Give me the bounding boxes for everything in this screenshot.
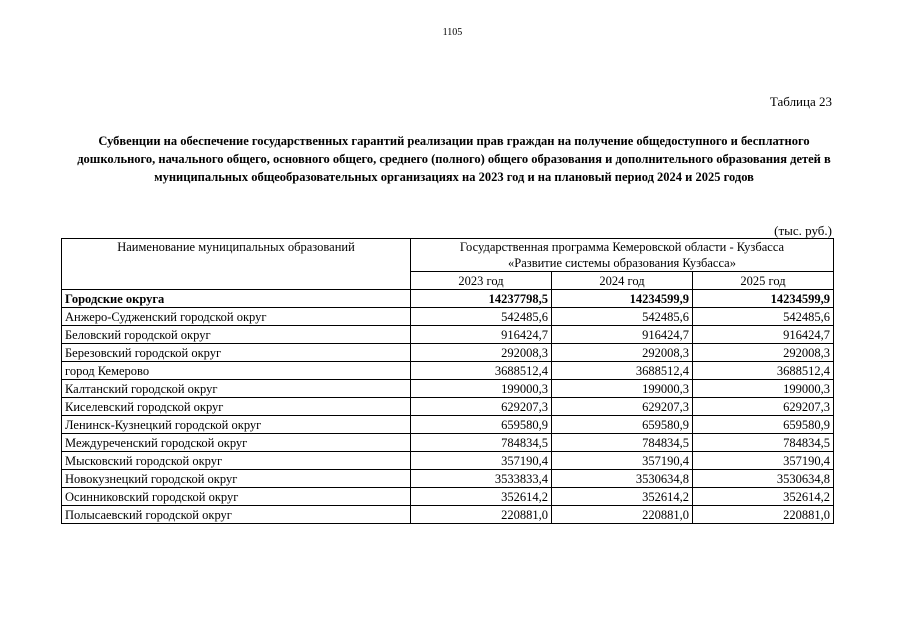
value-2025: 542485,6 xyxy=(692,308,833,326)
municipality-name: Осинниковский городской округ xyxy=(62,488,411,506)
table-body xyxy=(62,290,834,524)
value-2023: 3688512,4 xyxy=(411,362,552,380)
value-2024: 3530634,8 xyxy=(551,470,692,488)
value-2025: 357190,4 xyxy=(692,452,833,470)
value-2023: 542485,6 xyxy=(411,308,552,326)
value-2025: 199000,3 xyxy=(692,380,833,398)
value-2024: 220881,0 xyxy=(551,506,692,524)
value-2023: 292008,3 xyxy=(411,344,552,362)
year-header-2023: 2023 год xyxy=(411,272,552,290)
table-row xyxy=(62,488,834,506)
municipality-name: город Кемерово xyxy=(62,362,411,380)
table-row xyxy=(62,344,834,362)
municipality-name: Мысковский городской округ xyxy=(62,452,411,470)
value-2025: 220881,0 xyxy=(692,506,833,524)
municipality-name: Новокузнецкий городской округ xyxy=(62,470,411,488)
value-2023: 3533833,4 xyxy=(411,470,552,488)
value-2025: 659580,9 xyxy=(692,416,833,434)
table-label: Таблица 23 xyxy=(769,94,832,109)
year-header-2025: 2025 год xyxy=(692,272,833,290)
value-2024: 659580,9 xyxy=(551,416,692,434)
table-row xyxy=(62,380,834,398)
page-number: 1105 xyxy=(442,27,463,38)
program-header xyxy=(411,239,834,272)
value-2025: 352614,2 xyxy=(692,488,833,506)
total-name: Городские округа xyxy=(62,290,411,308)
total-row xyxy=(62,290,834,308)
value-2023: 352614,2 xyxy=(411,488,552,506)
municipality-name: Калтанский городской округ xyxy=(62,380,411,398)
value-2023: 659580,9 xyxy=(411,416,552,434)
value-2024: 357190,4 xyxy=(551,452,692,470)
table-row xyxy=(62,434,834,452)
value-2025: 629207,3 xyxy=(692,398,833,416)
value-2024: 292008,3 xyxy=(551,344,692,362)
municipality-name: Киселевский городской округ xyxy=(62,398,411,416)
value-2024: 784834,5 xyxy=(551,434,692,452)
total-2024: 14234599,9 xyxy=(551,290,692,308)
value-2025: 3530634,8 xyxy=(692,470,833,488)
total-2025: 14234599,9 xyxy=(692,290,833,308)
table-row xyxy=(62,398,834,416)
program-header-line2: «Развитие системы образования Кузбасса» xyxy=(508,256,736,270)
value-2023: 357190,4 xyxy=(411,452,552,470)
year-header-2024: 2024 год xyxy=(551,272,692,290)
municipality-name: Беловский городской округ xyxy=(62,326,411,344)
program-header-line1: Государственная программа Кемеровской области - Кузбасса xyxy=(459,240,785,254)
subventions-table xyxy=(61,238,834,524)
value-2024: 3688512,4 xyxy=(551,362,692,380)
value-2023: 784834,5 xyxy=(411,434,552,452)
value-2024: 916424,7 xyxy=(551,326,692,344)
value-2025: 784834,5 xyxy=(692,434,833,452)
value-2023: 629207,3 xyxy=(411,398,552,416)
municipality-name: Березовский городской округ xyxy=(62,344,411,362)
value-2024: 199000,3 xyxy=(551,380,692,398)
name-column-header: Наименование муниципальных образований xyxy=(62,239,411,290)
table-row xyxy=(62,470,834,488)
value-2025: 916424,7 xyxy=(692,326,833,344)
municipality-name: Анжеро-Судженский городской округ xyxy=(62,308,411,326)
table-row xyxy=(62,362,834,380)
table-row xyxy=(62,506,834,524)
total-2023: 14237798,5 xyxy=(411,290,552,308)
value-2025: 292008,3 xyxy=(692,344,833,362)
table-row xyxy=(62,308,834,326)
value-2025: 3688512,4 xyxy=(692,362,833,380)
value-2023: 220881,0 xyxy=(411,506,552,524)
table-row xyxy=(62,326,834,344)
header-row xyxy=(62,239,834,272)
municipality-name: Междуреченский городской округ xyxy=(62,434,411,452)
document-title: Субвенции на обеспечение государственных гарантий реализации прав граждан на получение общедоступного и бесплатного дошкольного, начального общего, основного общего, среднего (полного) общего образования и дополнительного образования детей в муниципальных общеобразовательных организациях на 2023 год и на плановый период 2024 и 2025 годов xyxy=(77,134,831,184)
units-label: (тыс. руб.) xyxy=(774,223,832,238)
value-2024: 352614,2 xyxy=(551,488,692,506)
municipality-name: Полысаевский городской округ xyxy=(62,506,411,524)
value-2024: 542485,6 xyxy=(551,308,692,326)
table-row xyxy=(62,452,834,470)
value-2023: 199000,3 xyxy=(411,380,552,398)
value-2023: 916424,7 xyxy=(411,326,552,344)
table-row xyxy=(62,416,834,434)
municipality-name: Ленинск-Кузнецкий городской округ xyxy=(62,416,411,434)
value-2024: 629207,3 xyxy=(551,398,692,416)
